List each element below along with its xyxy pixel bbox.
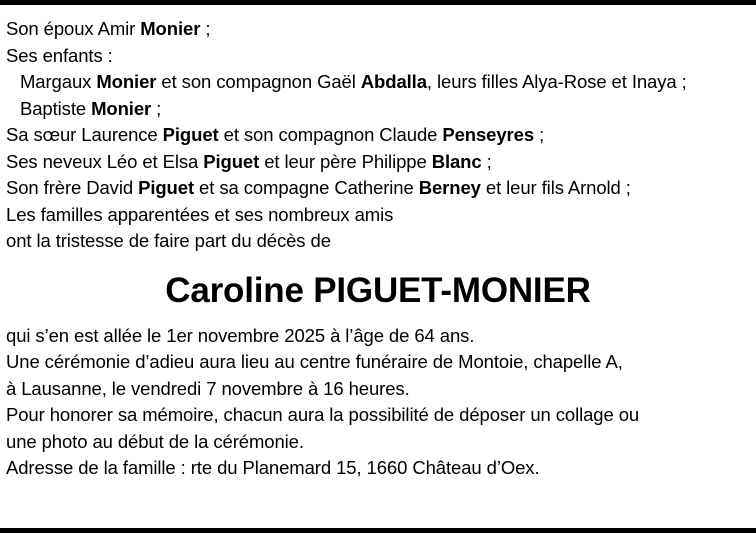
body-text: , leurs filles Alya-Rose et Inaya ; [426, 71, 687, 92]
surname-text: Monier [96, 71, 157, 92]
body-text: Ses neveux Léo et Elsa [6, 150, 204, 172]
body-text: Son frère David [6, 177, 139, 198]
body-text: ; [151, 97, 162, 119]
closing-line-tribute-1: Pour honorer sa mémoire, chacun aura la possibilité de déposer un collage ou [6, 404, 640, 425]
body-text: Son époux Amir [6, 18, 141, 39]
top-rule-divider [0, 0, 756, 5]
body-text: ; [534, 124, 545, 145]
surname-text: Blanc [431, 150, 482, 172]
survivor-line-child-baptiste [6, 96, 750, 123]
body-text: ont la tristesse de faire part du décès de [6, 230, 331, 251]
survivor-line-brother [6, 175, 750, 202]
body-text: Ses enfants : [6, 44, 113, 66]
body-text: et leur fils Arnold ; [480, 177, 631, 198]
body-text: ; [481, 150, 492, 172]
body-text: Baptiste [20, 97, 92, 119]
survivor-line-children-header [6, 43, 750, 70]
survivors-block [6, 16, 750, 255]
surname-text: Abdalla [360, 71, 427, 92]
bottom-rule-divider [0, 528, 756, 533]
closing-line-death-date: qui s’en est allée le 1er novembre 2025 à l’âge de 64 ans. [6, 324, 475, 346]
surname-text: Monier [91, 97, 152, 119]
survivor-line-child-margaux [6, 69, 750, 96]
surname-text: Penseyres [442, 124, 535, 145]
deceased-name: Caroline PIGUET-MONIER [165, 270, 591, 310]
survivor-line-families [6, 202, 750, 229]
closing-block [6, 323, 750, 482]
survivor-line-nephews [6, 149, 750, 176]
closing-line-family-address: Adresse de la famille : rte du Planemard 15, 1660 Château d’Oex. [6, 457, 540, 478]
body-text: ; [200, 18, 211, 39]
body-text: et son compagnon Claude [218, 124, 443, 145]
body-text: Sa sœur Laurence [6, 124, 163, 145]
body-text: Les familles apparentées et ses nombreux amis [6, 203, 394, 225]
body-text: et son compagnon Gaël [156, 71, 361, 92]
surname-text: Piguet [162, 124, 219, 145]
survivor-line-announce [6, 228, 750, 255]
surname-text: Monier [140, 18, 201, 39]
closing-line-tribute-2: une photo au début de la cérémonie. [6, 430, 304, 452]
body-text: et leur père Philippe [259, 150, 432, 172]
body-text: Margaux [20, 71, 97, 92]
closing-line-ceremony-datetime: à Lausanne, le vendredi 7 novembre à 16 heures. [6, 377, 410, 399]
surname-text: Piguet [203, 150, 260, 172]
closing-line-ceremony-place: Une cérémonie d’adieu aura lieu au centre funéraire de Montoie, chapelle A, [6, 351, 623, 372]
survivor-line-spouse [6, 16, 750, 43]
surname-text: Berney [418, 177, 481, 198]
surname-text: Piguet [138, 177, 195, 198]
survivor-line-sister [6, 122, 750, 149]
body-text: et sa compagne Catherine [194, 177, 419, 198]
